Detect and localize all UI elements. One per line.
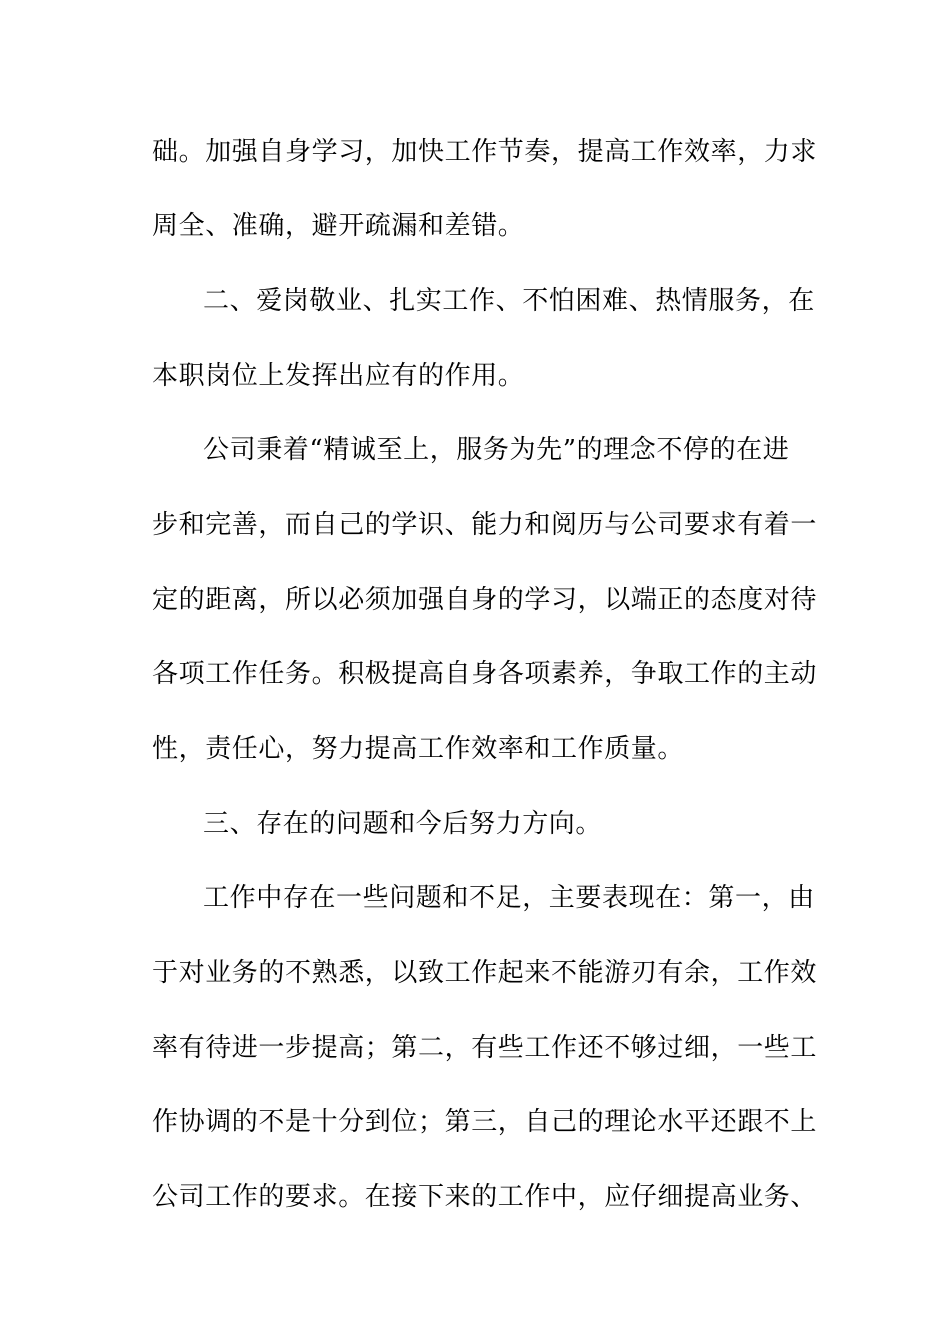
- text-line: 周全、准确，避开疏漏和差错。: [152, 211, 525, 241]
- paragraph-first-line: 公司秉着“精诚至上，服务为先”的理念不停的在进: [203, 435, 790, 465]
- section-heading-line: 三、存在的问题和今后努力方向。: [203, 809, 603, 839]
- text-line: 础。加强自身学习，加快工作节奏，提高工作效率，力求: [152, 137, 818, 167]
- paragraph-first-line: 工作中存在一些问题和不足，主要表现在：第一，由: [203, 883, 815, 913]
- text-line: 各项工作任务。积极提高自身各项素养，争取工作的主动: [152, 659, 818, 689]
- text-line: 公司工作的要求。在接下来的工作中，应仔细提高业务、: [152, 1182, 818, 1212]
- text-line: 本职岗位上发挥出应有的作用。: [152, 361, 525, 391]
- text-line: 率有待进一步提高；第二，有些工作还不够过细，一些工: [152, 1033, 818, 1063]
- text-line: 定的距离，所以必须加强自身的学习，以端正的态度对待: [152, 585, 818, 615]
- text-line: 作协调的不是十分到位；第三，自己的理论水平还跟不上: [152, 1107, 818, 1137]
- text-line: 于对业务的不熟悉，以致工作起来不能游刃有余，工作效: [152, 958, 818, 988]
- text-line: 步和完善，而自己的学识、能力和阅历与公司要求有着一: [152, 510, 818, 540]
- section-heading-line: 二、爱岗敬业、扎实工作、不怕困难、热情服务，在: [203, 286, 815, 316]
- text-line: 性，责任心，努力提高工作效率和工作质量。: [152, 734, 685, 764]
